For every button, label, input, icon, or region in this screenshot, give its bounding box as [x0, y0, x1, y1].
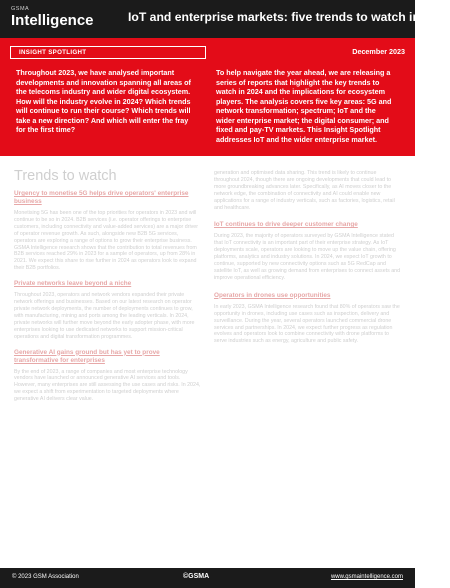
brand-small: GSMA	[11, 6, 30, 12]
section-heading: Urgency to monetise 5G helps drive operators' enterprise business	[14, 190, 189, 205]
page-title: IoT and enterprise markets: five trends to watch in 2024	[128, 10, 450, 24]
intro-right: To help navigate the year ahead, we are releasing a series of reports that highlight the key trends to watch in 2024 and the implications for ecosystem players. The analysis covers five key areas: 5G and network transformation; spectrum; IoT and the wider enterprise market; the digital consumer; and fixed and pay-TV markets. This Insight Spotlight addresses IoT and the wider enterprise market.	[216, 68, 392, 144]
footer	[0, 568, 415, 588]
section-text: By the end of 2023, a range of companies and most enterprise technology vendors have launched or announced generative AI services and tools. However, many enterprises are still assessing the use cases and risks. In 2024, we expect a shift from experimentation to targeted deployments where generative AI delivers clear value.	[14, 368, 201, 403]
publication-date: December 2023	[352, 47, 405, 56]
website-link[interactable]: www.gsmaintelligence.com	[330, 574, 403, 580]
section-heading: Private networks leave beyond a niche	[14, 280, 132, 288]
brand-name: Intelligence	[11, 12, 94, 29]
section-text: Throughout 2023, operators and network vendors expanded their private network offerings and businesses. Based on our latest research on operator private network deployments, the number of deployments continues to grow, with manufacturing, mining and ports among the leading verticals. In 2024, private networks will further move beyond the early adopter phase, with more enterprises looking to use dedicated networks to support mission-critical operations and digital transformation programmes.	[14, 292, 195, 340]
right-column	[214, 170, 402, 345]
header	[0, 0, 450, 38]
section-heading: Generative AI gains ground but has yet to prove transformative for enterprises	[14, 348, 160, 364]
section-heading: IoT continues to drive deeper customer change	[214, 221, 358, 229]
section-text: During 2023, the majority of operators surveyed by GSMA Intelligence stated that IoT connectivity is an important part of their enterprise strategy. As IoT deployments scale, operators are looking to move up the value chain, offering platforms, analytics and industry solutions. In 2024, we expect IoT growth to continue, supported by new connectivity options such as 5G RedCap and satellite IoT, as well as growing demand from enterprises to connect assets and improve operational efficiency.	[214, 233, 401, 281]
brand-logo	[11, 6, 94, 29]
intro-banner	[0, 38, 415, 156]
section-heading: Operators in drones use opportunities	[214, 291, 331, 299]
gsma-logo: ©GSMA	[183, 573, 210, 580]
section-text: In early 2023, GSMA Intelligence research found that 80% of operators saw the opportunity in drones, including use cases such as inspection, delivery and surveillance. During the year, several operators launched commercial drone services and partnerships. In 2024, we expect further progress as regulation evolves and operators look to combine connectivity with drone platforms to serve industries such as energy, agriculture and public safety.	[214, 303, 400, 345]
insight-spotlight-badge: INSIGHT SPOTLIGHT	[10, 46, 206, 59]
section-text: generation and optimised data sharing. This trend is likely to continue throughout 2024, though there are ongoing developments that could lead to more groundbreaking advances later. Specifically, as AI moves closer to the network edge, the combination of connectivity and AI could enable new applications for a range of industry verticals, such as factories, logistics, retail and healthcare.	[214, 170, 395, 211]
section-text: Monetising 5G has been one of the top priorities for operators in 2023 and will continue to be so in 2024. B2B services (i.e. operator offerings to enterprise customers, including connectivity and value-added services) are a major driver of operator revenue growth. As such, alongside new B2B 5G services, operators are exploring a range of options to grow their enterprise business. GSMA Intelligence research shows that the contribution to total revenues from B2B services reached 29% in 2023 for a sample of operators, up from 28% in 2021. We expect this share to rise further in 2024 as operators look to expand their B2B portfolios.	[14, 210, 199, 272]
left-column	[14, 190, 202, 403]
copyright: © 2023 GSM Association	[12, 574, 79, 580]
content	[0, 156, 415, 568]
trends-heading: Trends to watch	[14, 168, 117, 184]
intro-left: Throughout 2023, we have analysed important developments and innovation spanning all areas of the telecoms industry and wider digital ecosystem. How will the industry evolve in 2024? Which trends will continue to run their course? Which trends will take a new direction? And which will enter the fray for the first time?	[16, 68, 191, 134]
